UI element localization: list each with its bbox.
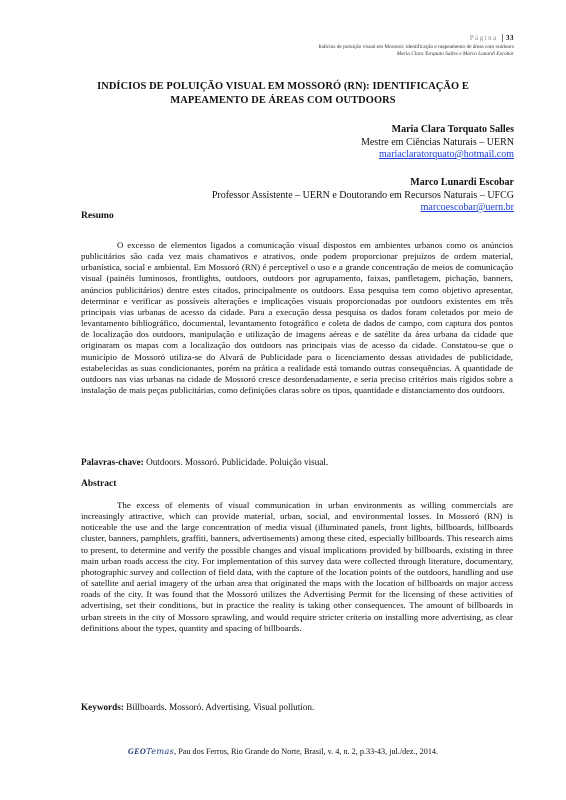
journal-logo-geo: GEO [127,747,147,756]
page-label: Página [469,34,498,42]
author-email-link[interactable]: marcoescobar@uern.br [420,202,514,213]
abstract-text: The excess of elements of visual communication in urban environments as willing commercials are increasingly attractive, which can provide material, urban, social, and environmental losses. In Mossoró (RN) is noticeable the use and the large concentration of media visual (illuminated panels, front lights, billboards, billboards cluster, banners, pamphlets, graffiti, banners, advertisements) among these cited, especially billboards. This research aims to present, to determine and verify the possible changes and visual implications provided by billboards, existing in three main urban roads access the city. For implementation of this survey data were collected through literature, documentary, photographic survey and collection of field data, with the capture of the location points of the outdoors, handling and use of satellite and aerial imagery of the urban area that originated the maps with the location of billboards on major access roads of the city. It was found that the Mossoró utilizes the Advertising Permit for the licensing of these activities of advertising, set their conditions, but in practice the reality is taking other consequences. The amount of billboards in urban streets in the city of Mossoro sprawling, and would require stricter criteria on installing more advertising, as clear definitions about the types, quantity and spacing of billboards. [81,500,513,633]
abstract-heading: Abstract [81,479,117,489]
author-email-link[interactable]: mariaclaratorquato@hotmail.com [379,149,514,160]
keywords-label: Keywords: [81,702,124,712]
article-title [70,80,496,108]
footer-citation [0,746,566,756]
author-name: Maria Clara Torquato Salles [391,124,514,135]
author-name: Marco Lunardi Escobar [410,177,514,188]
palavras-chave-label: Palavras-chave: [81,457,144,467]
footer-citation-text: , Pau dos Ferros, Rio Grande do Norte, Brasil, v. 4, n. 2, p.33-43, jul./dez., 2014. [174,747,439,756]
resumo-text: O excesso de elementos ligados a comunicação visual dispostos em ambientes urbanos como os anúncios publicitários são cada vez mais chamativos e atrativos, onde podem proporcionar prejuízos de ordem material, urbanística, social e ambiental. Em Mossoró (RN) é perceptível o uso e a grande concentração de meios de comunicação visual (painéis luminosos, frontlights, outdoors, outdoors por agrupamento, faixas, panfletagem, pichação, banners, anúncios publicitários) dentre estes citados, principalmente os outdoors. Essa pesquisa tem como objetivo apresentar, determinar e verificar as possíveis alterações e implicações visuais proporcionadas por outdoors existentes em três principais vias urbanas de acesso da cidade. Para a execução dessa pesquisa os dados foram coletados por meio de levantamento bibliográfico, documental, levantamento fotográfico e coleta de dados de campo, com captura dos pontos de localização dos outdoors, manipulação e utilização de imagens aéreas e de satélite da área urbana da cidade que originaram os mapas com a localização dos outdoors nas principais vias de acesso da cidade. Constatou-se que o município de Mossoró utiliza-se do Alvará de Publicidade para o licenciamento dessas atividades de publicidade, estabelecidas as suas condicionantes, porém na prática a realidade está tomando outras consequências. A quantidade de outdoors nas vias urbanas na cidade de Mossoró cresce desordenadamente, e seria preciso critérios mais rígidos sobre a instalação de mais peças publicitárias, como definições claras sobre os tipos, quantidade e distanciamento dos outdoors. [81,240,513,396]
journal-logo-temas: Temas [146,746,175,756]
running-title: Indícios de poluição visual em Mossoró: identificação e mapeamento de áreas com outdoors [318,44,514,50]
page-number-header [470,34,514,42]
resumo-heading: Resumo [81,211,114,221]
running-authors: Maria Clara Torquato Salles e Marco Lunardi Escobar [396,51,514,57]
keywords [81,702,513,712]
journal-logo [128,747,174,756]
author-affiliation: Professor Assistente – UERN e Doutorando em Recursos Naturais – UFCG [211,189,514,201]
author-block-2 [114,177,514,215]
author-affiliation: Mestre em Ciências Naturais – UERN [360,136,514,148]
palavras-chave-values: Outdoors. Mossoró. Publicidade. Poluição visual. [146,457,329,467]
running-head [214,44,514,58]
page-number: 33 [502,34,514,42]
palavras-chave [81,457,513,467]
keywords-values: Billboards. Mossoró. Advertising. Visual pollution. [126,702,315,712]
author-block-1 [114,124,514,162]
article-title-line-1: INDÍCIOS DE POLUIÇÃO VISUAL EM MOSSORÓ (RN): IDENTIFICAÇÃO E [97,81,469,92]
article-title-line-2: MAPEAMENTO DE ÁREAS COM OUTDOORS [170,95,396,106]
